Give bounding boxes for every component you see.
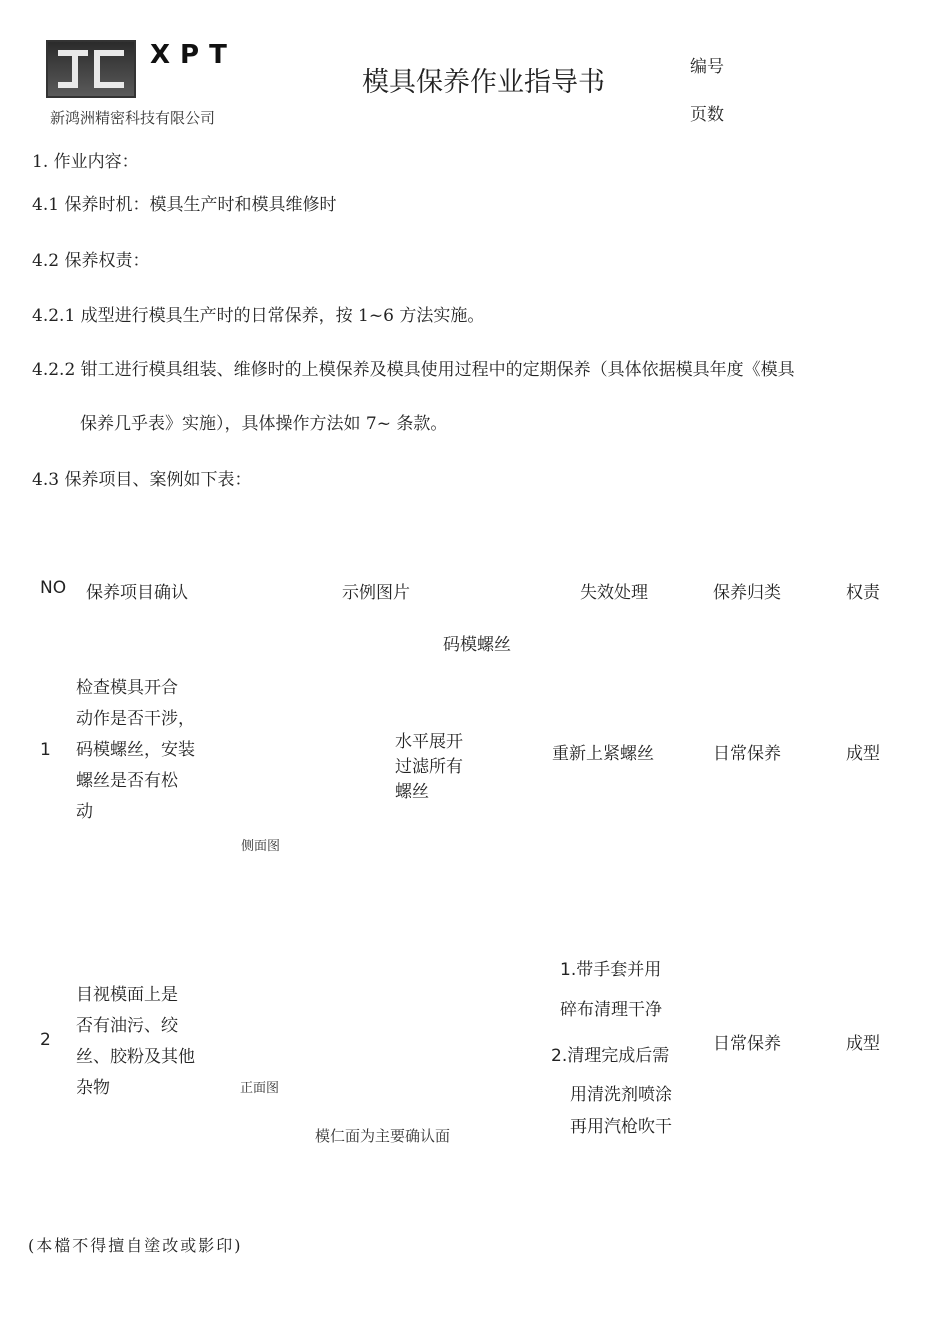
- duty-fitter-continued: 保养几乎表》实施），具体操作方法如 7~ 条款。: [80, 414, 448, 434]
- maintenance-duty-heading: 4.2 保养权责：: [32, 251, 150, 271]
- section-label: 码模螺丝: [443, 635, 511, 655]
- row2-item: 目视模面上是 否有油污、绞 丝、胶粉及其他 杂物: [76, 985, 195, 1098]
- duty-fitter: 4.2.2 钳工进行模具组装、维修时的上模保养及模具使用过程中的定期保养（具体依据模具年度《模具: [32, 360, 795, 380]
- duty-molding: 4.2.1 成型进行模具生产时的日常保养，按 1~6 方法实施。: [32, 306, 485, 326]
- row1-image-note: 水平展开 过滤所有 螺丝: [395, 732, 463, 802]
- row2-duty: 成型: [846, 1034, 880, 1054]
- row2-image-caption: 正面图: [240, 1081, 280, 1096]
- company-name: 新鸿洲精密科技有限公司: [50, 109, 216, 127]
- col-header-category: 保养归类: [713, 583, 781, 603]
- row1-image-caption: 侧面图: [241, 839, 281, 854]
- row2-handling-line4: 用清洗剂喷涂: [570, 1085, 672, 1105]
- row1-duty: 成型: [846, 744, 880, 764]
- col-header-item: 保养项目确认: [86, 583, 188, 603]
- document-number-label: 编号: [690, 57, 724, 77]
- row1-no: 1: [40, 740, 51, 760]
- row2-handling-line5: 再用汽枪吹干: [570, 1117, 672, 1137]
- footer-note: (本檔不得擅自塗改或影印): [28, 1236, 243, 1255]
- logo-text: XPT: [150, 40, 237, 70]
- row2-handling-line2: 碎布清理干净: [560, 1000, 662, 1020]
- company-logo: [46, 40, 136, 98]
- row2-no: 2: [40, 1030, 51, 1050]
- page-count-label: 页数: [690, 105, 724, 125]
- row1-handling: 重新上紧螺丝: [552, 744, 654, 764]
- section-heading-content: 1. 作业内容：: [32, 152, 139, 172]
- col-header-no: NO: [40, 578, 67, 598]
- row2-handling-line3: 2.清理完成后需: [551, 1046, 670, 1066]
- row2-handling-line1: 1.带手套并用: [560, 960, 662, 980]
- row1-category: 日常保养: [713, 744, 781, 764]
- maintenance-items-heading: 4.3 保养项目、案例如下表：: [32, 470, 252, 490]
- row2-image-note: 模仁面为主要确认面: [315, 1127, 451, 1145]
- document-title: 模具保养作业指导书: [362, 67, 605, 98]
- maintenance-timing: 4.1 保养时机：模具生产时和模具维修时: [32, 195, 337, 215]
- col-header-duty: 权责: [846, 583, 880, 603]
- col-header-handling: 失效处理: [580, 583, 648, 603]
- row2-category: 日常保养: [713, 1034, 781, 1054]
- col-header-image: 示例图片: [342, 583, 410, 603]
- row1-item: 检查模具开合 动作是否干涉， 码模螺丝，安装 螺丝是否有松 动: [76, 678, 195, 822]
